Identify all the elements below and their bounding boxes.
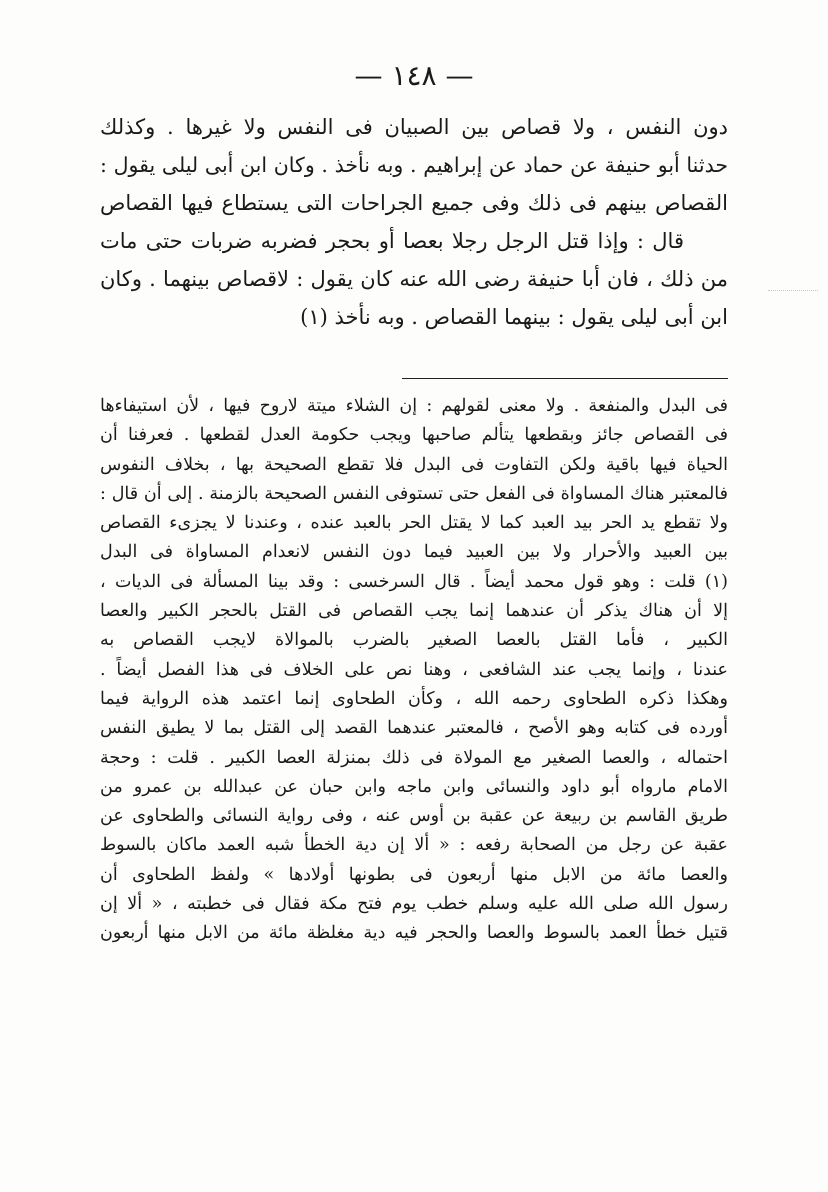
footnote-line: قتيل خطأ العمد بالسوط والعصا والحجر فيه دية مغلظة مائة من الابل منها أربعون — [100, 923, 728, 944]
page-number: — ١٤٨ — — [354, 59, 474, 92]
footnote-separator-rule — [402, 378, 728, 379]
footnote-line: فالمعتبر هناك المساواة فى الفعل حتى تستوفى النفس الصحيحة بالزمنة . إلى أن قال : — [100, 483, 728, 504]
footnote-line: بين العبيد والأحرار ولا بين العبيد فيما دون النفس لانعدام المساواة فى البدل — [100, 542, 728, 563]
main-text-line: قال : وإذا قتل الرجل رجلا بعصا أو بحجر فضربه ضربات حتى مات — [100, 229, 684, 253]
footnote-line: ولا تقطع يد الحر بيد العبد كما لا يقتل الحر بالعبد عنده ، وعندنا لا يجزىء القصاص — [100, 513, 728, 534]
footnote-line: فى البدل والمنفعة . ولا معنى لقولهم : إن الشلاء ميتة لاروح فيها ، لأن استيفاءها — [100, 396, 728, 416]
footnote-line: الكبير ، فأما القتل بالعصا الصغير بالضرب بالموالاة لايجب القصاص به — [100, 630, 728, 651]
main-text-line: من ذلك ، فان أبا حنيفة رضى الله عنه كان يقول : لاقصاص بينهما . وكان — [100, 267, 728, 291]
footnote-line: (١) قلت : وهو قول محمد أيضاً . قال السرخسى : وقد بينا المسألة فى الديات ، — [100, 571, 728, 592]
footnote-line: والعصا مائة من الابل منها أربعون فى بطونها أولادها » ولفظ الطحاوى أن — [100, 864, 728, 885]
main-text-line: دون النفس ، ولا قصاص بين الصبيان فى النفس ولا غيرها . وكذلك — [100, 115, 728, 139]
footnote-line: إلا أن هناك يذكر أن عندهما إنما يجب القصاص فى القتل بالحجر الكبير والعصا — [100, 601, 728, 622]
footnote-line: رسول الله صلى الله عليه وسلم خطب يوم فتح مكة فقال فى خطبته ، « ألا إن — [100, 894, 728, 915]
scan-edge-specks — [768, 290, 818, 293]
footnote-line: فى القصاص جائز وبقطعها يتألم صاحبها ويجب حكومة العدل لقطعها . فعرفنا أن — [100, 425, 728, 446]
footnotes-block — [100, 392, 728, 949]
main-text-line: حدثنا أبو حنيفة عن حماد عن إبراهيم . وبه نأخذ . وكان ابن أبى ليلى يقول : — [100, 153, 728, 177]
footnote-line: احتماله ، والعصا الصغير مع المولاة فى ذلك بمنزلة العصا الكبير . قلت : وحجة — [100, 747, 728, 768]
main-text-line: القصاص بينهم فى ذلك وفى جميع الجراحات التى يستطاع فيها القصاص — [100, 191, 728, 215]
footnote-line: الامام مارواه أبو داود والنسائى وابن ماجه وابن حبان عن عبدالله بن عمرو من — [100, 776, 728, 797]
footnote-line: أورده فى كتابه وهو الأصح ، فالمعتبر عندهما القصد إلى القتل بما لا يطيق النفس — [100, 718, 728, 739]
footnote-line: طريق القاسم بن ربيعة عن عقبة بن أوس عنه ، وفى رواية النسائى والطحاوى عن — [100, 806, 728, 827]
main-text-line: ابن أبى ليلى يقول : بينهما القصاص . وبه نأخذ (١) — [300, 305, 728, 329]
footnote-line: عقبة عن رجل من الصحابة رفعه : « ألا إن دية الخطأ شبه العمد ماكان بالسوط — [100, 835, 728, 856]
main-text-block — [100, 108, 728, 336]
footnote-line: وهكذا ذكره الطحاوى رحمه الله ، وكأن الطحاوى إنما اعتمد هذه الرواية فيما — [100, 688, 728, 709]
footnote-line: الحياة فيها باقية ولكن التفاوت فى البدل فلا تقطع الصحيحة بها ، بخلاف النفوس — [100, 454, 728, 475]
footnote-line: عندنا ، وإنما يجب عند الشافعى ، وهنا نص على الخلاف فى هذا الفصل أيضاً . — [100, 659, 728, 680]
